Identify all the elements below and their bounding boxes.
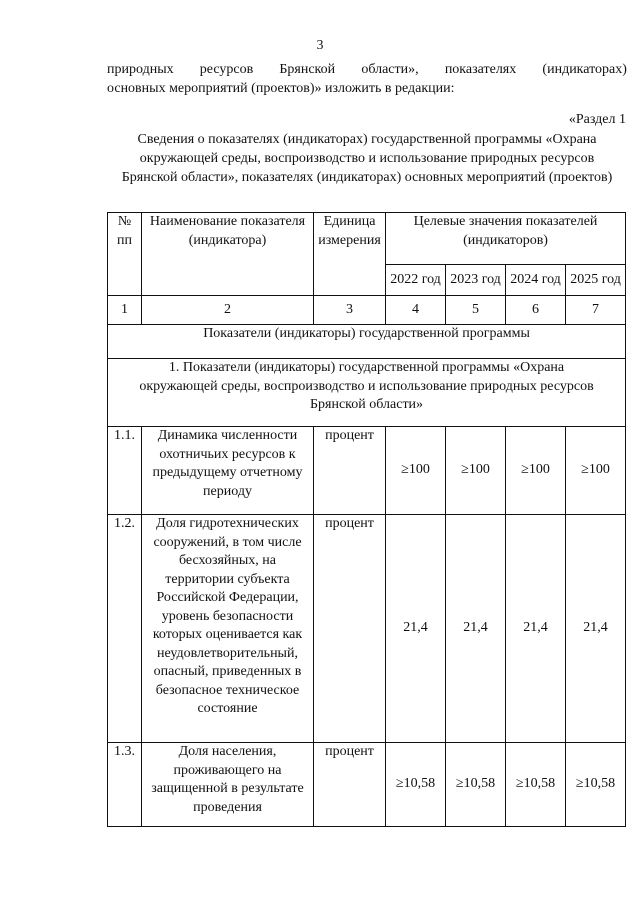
row-name: Доля гидротехнических сооружений, в том числе бесхозяйных, на территории субъекта Российской Федерации, уровень безопасности которых оценивается как неудовлетворительный, опасный, приведенных в безопасное техническое состояние [142, 515, 314, 743]
table-row [108, 515, 626, 743]
col-number: 1 [108, 296, 142, 325]
header-unit: Единица измерения [314, 213, 386, 296]
header-year: 2023 год [446, 265, 506, 296]
row-num: 1.1. [108, 427, 142, 515]
row-value: 21,4 [386, 515, 446, 743]
row-value: ≥100 [566, 427, 626, 515]
header-year: 2022 год [386, 265, 446, 296]
col-number: 3 [314, 296, 386, 325]
intro-word: (индикаторах) [542, 62, 627, 77]
row-value: ≥100 [386, 427, 446, 515]
indicators-table [107, 212, 626, 827]
row-value: ≥100 [446, 427, 506, 515]
row-value: ≥10,58 [446, 743, 506, 827]
header-year: 2024 год [506, 265, 566, 296]
table-row [108, 427, 626, 515]
row-unit: процент [314, 515, 386, 743]
col-number: 7 [566, 296, 626, 325]
row-name: Доля населения, проживающего на защищенной в результате проведения [142, 743, 314, 827]
header-year: 2025 год [566, 265, 626, 296]
intro-line-1 [107, 60, 627, 79]
header-num: № пп [108, 213, 142, 296]
row-value: ≥100 [506, 427, 566, 515]
intro-word: Брянской [279, 62, 336, 77]
row-value: ≥10,58 [506, 743, 566, 827]
col-number: 5 [446, 296, 506, 325]
row-value: 21,4 [446, 515, 506, 743]
section-row: Показатели (индикаторы) государственной программы [108, 325, 626, 359]
intro-word: природных [107, 62, 174, 77]
section-reference: «Раздел 1 [568, 112, 626, 127]
table-row [108, 743, 626, 827]
row-value: 21,4 [506, 515, 566, 743]
row-value: ≥10,58 [386, 743, 446, 827]
intro-paragraph [107, 60, 627, 98]
subsection-row: 1. Показатели (индикаторы) государственной программы «Охрана окружающей среды, воспроизводство и использование природных ресурсов Брянской области» [108, 359, 626, 427]
intro-word: показателях [444, 62, 517, 77]
col-number: 6 [506, 296, 566, 325]
row-value: ≥10,58 [566, 743, 626, 827]
intro-line-2: основных мероприятий (проектов)» изложить в редакции: [107, 81, 455, 96]
page-number: 3 [316, 38, 324, 53]
intro-word: области», [361, 62, 419, 77]
row-value: 21,4 [566, 515, 626, 743]
row-unit: процент [314, 427, 386, 515]
intro-word: ресурсов [199, 62, 254, 77]
header-name: Наименование показателя (индикатора) [142, 213, 314, 296]
col-number: 4 [386, 296, 446, 325]
row-unit: процент [314, 743, 386, 827]
row-name: Динамика численности охотничьих ресурсов к предыдущему отчетному периоду [142, 427, 314, 515]
header-target-values: Целевые значения показателей (индикаторов) [386, 213, 626, 265]
row-num: 1.2. [108, 515, 142, 743]
col-number: 2 [142, 296, 314, 325]
row-num: 1.3. [108, 743, 142, 827]
section-title: Сведения о показателях (индикаторах) государственной программы «Охрана окружающей среды, воспроизводство и использование природных ресурсов Брянской области», показателях (индикаторах) основных мероприятий (проектов) [121, 132, 613, 185]
